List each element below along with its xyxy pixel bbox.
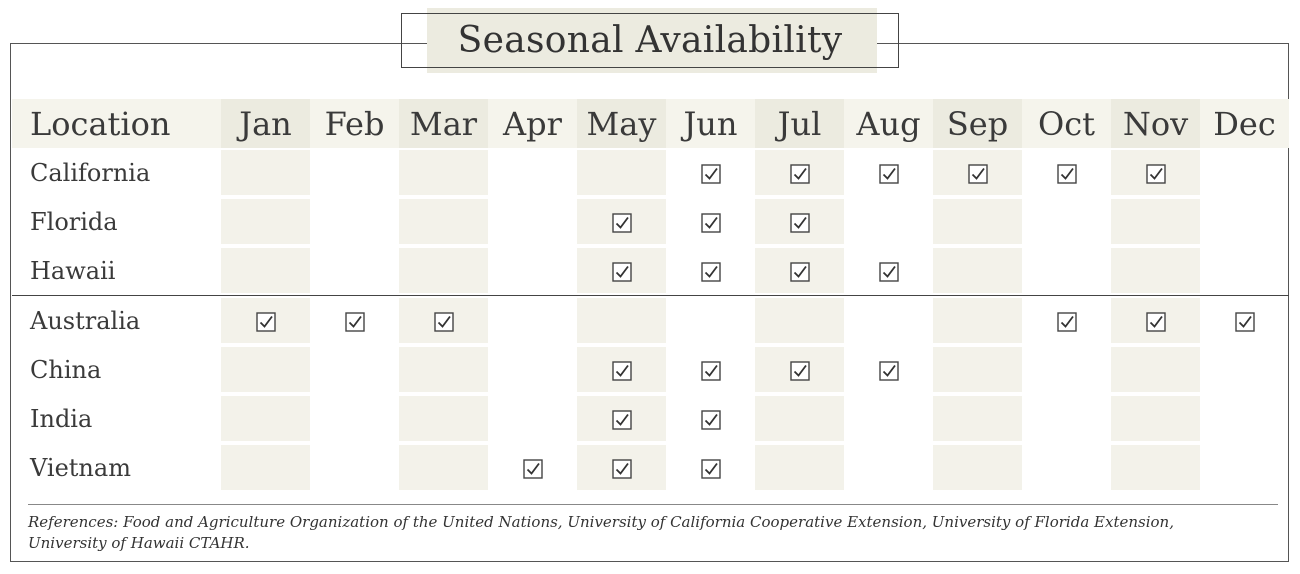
month-cell (755, 246, 844, 295)
references-divider (28, 504, 1278, 505)
month-cell (1111, 148, 1200, 197)
month-cell (488, 443, 577, 492)
checkbox-checked-icon (523, 459, 543, 479)
month-cell (666, 345, 755, 394)
month-cell (310, 394, 399, 443)
month-cell (1200, 197, 1289, 246)
month-cell (1200, 345, 1289, 394)
month-cell (310, 246, 399, 295)
month-cell (1111, 295, 1200, 345)
checkbox-checked-icon (701, 459, 721, 479)
header-month: Aug (844, 99, 933, 148)
location-label: Florida (30, 207, 118, 236)
header-month: Nov (1111, 99, 1200, 148)
month-cell (933, 295, 1022, 345)
month-cell (221, 394, 310, 443)
month-cell (221, 345, 310, 394)
month-cell (755, 345, 844, 394)
table-row (12, 394, 1289, 443)
header-month: Oct (1022, 99, 1111, 148)
checkbox-checked-icon (790, 164, 810, 184)
checkbox-checked-icon (612, 262, 632, 282)
month-cell (933, 345, 1022, 394)
month-cell (221, 443, 310, 492)
month-cell (221, 295, 310, 345)
header-month: Jun (666, 99, 755, 148)
checkbox-checked-icon (879, 361, 899, 381)
references-text: References: Food and Agriculture Organization of the United Nations, University of California Cooperative Extension, University of Florida Extension, University of Hawaii CTAHR. (28, 513, 1174, 552)
month-cell (933, 246, 1022, 295)
month-cell (399, 197, 488, 246)
month-cell (1200, 246, 1289, 295)
month-cell (1022, 394, 1111, 443)
month-cell (1111, 246, 1200, 295)
month-cell (844, 394, 933, 443)
checkbox-checked-icon (434, 312, 454, 332)
month-cell (933, 197, 1022, 246)
month-cell (310, 148, 399, 197)
month-cell (1022, 246, 1111, 295)
location-label: Australia (12, 295, 221, 345)
month-cell (577, 295, 666, 345)
checkbox-checked-icon (701, 262, 721, 282)
header-month: Feb (310, 99, 399, 148)
month-cell (399, 345, 488, 394)
month-cell (666, 295, 755, 345)
month-cell (755, 394, 844, 443)
month-cell (1111, 394, 1200, 443)
header-month: Sep (933, 99, 1022, 148)
month-cell (844, 246, 933, 295)
month-cell (310, 345, 399, 394)
page-title: Seasonal Availability (401, 13, 899, 68)
month-cell (844, 197, 933, 246)
month-cell (933, 394, 1022, 443)
checkbox-checked-icon (701, 410, 721, 430)
month-cell (666, 197, 755, 246)
header-row (12, 99, 1289, 148)
month-cell (933, 148, 1022, 197)
month-cell (1022, 345, 1111, 394)
checkbox-checked-icon (256, 312, 276, 332)
header-month: Jan (221, 99, 310, 148)
month-cell (399, 394, 488, 443)
month-cell (310, 443, 399, 492)
month-cell (310, 197, 399, 246)
month-cell (666, 246, 755, 295)
checkbox-checked-icon (968, 164, 988, 184)
month-cell (488, 295, 577, 345)
checkbox-checked-icon (612, 213, 632, 233)
header-month: May (577, 99, 666, 148)
location-label: Hawaii (30, 256, 116, 285)
month-cell (1111, 345, 1200, 394)
checkbox-checked-icon (612, 361, 632, 381)
availability-table (12, 99, 1289, 492)
month-cell (755, 443, 844, 492)
month-cell (488, 246, 577, 295)
checkbox-checked-icon (790, 213, 810, 233)
month-cell (666, 148, 755, 197)
month-cell (1200, 394, 1289, 443)
month-cell (1200, 295, 1289, 345)
month-cell (666, 394, 755, 443)
month-cell (1022, 443, 1111, 492)
checkbox-checked-icon (701, 213, 721, 233)
checkbox-checked-icon (701, 164, 721, 184)
checkbox-checked-icon (1057, 164, 1077, 184)
header-month: Jul (755, 99, 844, 148)
table-row (12, 345, 1289, 394)
month-cell (488, 394, 577, 443)
month-cell (221, 246, 310, 295)
table-row (12, 246, 1289, 295)
checkbox-checked-icon (790, 262, 810, 282)
month-cell (577, 197, 666, 246)
table-row (12, 295, 1289, 345)
month-cell (310, 295, 399, 345)
month-cell (488, 197, 577, 246)
month-cell (933, 443, 1022, 492)
month-cell (221, 148, 310, 197)
month-cell (755, 197, 844, 246)
checkbox-checked-icon (879, 164, 899, 184)
month-cell (399, 148, 488, 197)
month-cell (844, 295, 933, 345)
month-cell (577, 394, 666, 443)
month-cell (577, 148, 666, 197)
month-cell (221, 197, 310, 246)
month-cell (666, 443, 755, 492)
month-cell (1200, 148, 1289, 197)
checkbox-checked-icon (1057, 312, 1077, 332)
checkbox-checked-icon (879, 262, 899, 282)
checkbox-checked-icon (1146, 164, 1166, 184)
month-cell (844, 148, 933, 197)
month-cell (1111, 443, 1200, 492)
month-cell (577, 246, 666, 295)
month-cell (755, 295, 844, 345)
table-row (12, 197, 1289, 246)
month-cell (577, 443, 666, 492)
location-label: Vietnam (30, 453, 131, 482)
month-cell (488, 148, 577, 197)
month-cell (1022, 295, 1111, 345)
location-label: China (30, 355, 102, 384)
checkbox-checked-icon (1146, 312, 1166, 332)
checkbox-checked-icon (612, 459, 632, 479)
month-cell (755, 148, 844, 197)
month-cell (1022, 148, 1111, 197)
month-cell (399, 443, 488, 492)
location-label: California (30, 158, 151, 187)
checkbox-checked-icon (345, 312, 365, 332)
header-location: Location (12, 99, 221, 148)
month-cell (844, 345, 933, 394)
header-month: Mar (399, 99, 488, 148)
month-cell (1200, 443, 1289, 492)
table-row (12, 443, 1289, 492)
month-cell (399, 246, 488, 295)
month-cell (488, 345, 577, 394)
location-label: India (30, 404, 93, 433)
checkbox-checked-icon (612, 410, 632, 430)
month-cell (1022, 197, 1111, 246)
header-month: Dec (1200, 99, 1289, 148)
month-cell (399, 295, 488, 345)
checkbox-checked-icon (701, 361, 721, 381)
checkbox-checked-icon (790, 361, 810, 381)
month-cell (577, 345, 666, 394)
table-body (12, 148, 1289, 492)
month-cell (844, 443, 933, 492)
checkbox-checked-icon (1235, 312, 1255, 332)
table-row (12, 148, 1289, 197)
header-month: Apr (488, 99, 577, 148)
month-cell (1111, 197, 1200, 246)
